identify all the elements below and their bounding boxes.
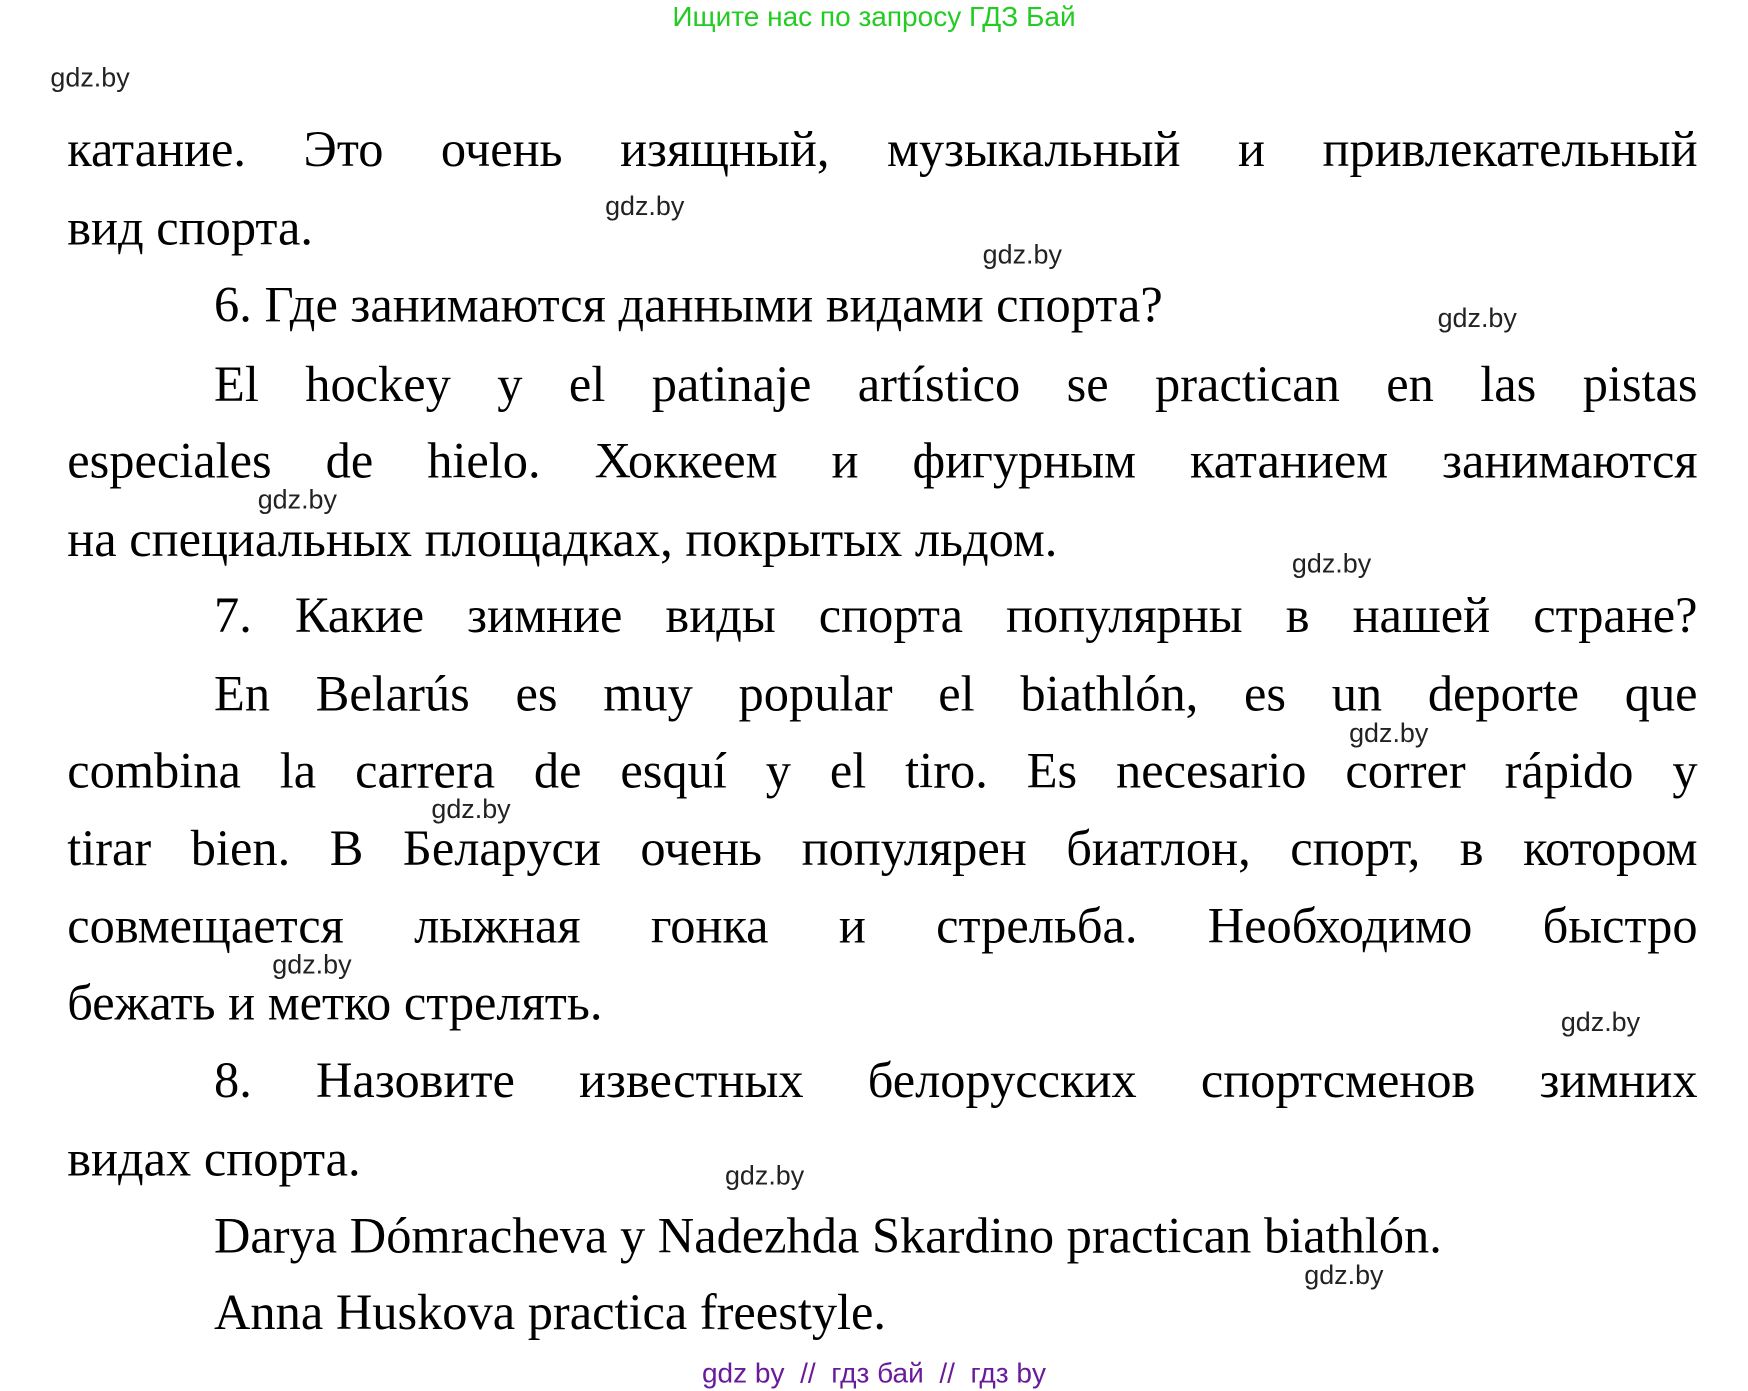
watermark: gdz.by bbox=[724, 1160, 805, 1192]
text-line: бежать и метко стрелять. bbox=[67, 974, 603, 1031]
text-line: El hockey y el patinaje artístico se practican en las pistas bbox=[214, 356, 1698, 413]
watermark: gdz.by bbox=[1437, 303, 1517, 334]
watermark: gdz.by bbox=[982, 239, 1062, 271]
watermark: gdz.by bbox=[257, 485, 337, 516]
question-6: 6. Где занимаются данными видами спорта? bbox=[214, 276, 1163, 333]
text-line: Darya Dómracheva y Nadezhda Skardino practican biathlón. bbox=[214, 1207, 1442, 1264]
text-line: на специальных площадках, покрытых льдом. bbox=[67, 510, 1058, 567]
watermark: gdz.by bbox=[1349, 718, 1429, 749]
watermark: gdz.by bbox=[1291, 549, 1372, 580]
text-line: совмещается лыжная гонка и стрельба. Необходимо быстро bbox=[67, 897, 1698, 954]
text-line: combina la carrera de esquí y el tiro. Es necesario correr rápido y bbox=[67, 742, 1698, 799]
footer-links: gdz by // гдз бай // гдз by bbox=[701, 1358, 1046, 1390]
text-line: катание. Это очень изящный, музыкальный и привлекательный bbox=[67, 121, 1698, 178]
text-line: En Belarús es muy popular el biathlón, es un deporte que bbox=[214, 665, 1698, 722]
text-line: tirar bien. В Беларуси очень популярен биатлон, спорт, в котором bbox=[67, 820, 1698, 877]
watermark: gdz.by bbox=[1560, 1007, 1641, 1038]
watermark: gdz.by bbox=[431, 794, 511, 825]
watermark: gdz.by bbox=[50, 62, 130, 94]
text-line: Anna Huskova practica freestyle. bbox=[214, 1284, 887, 1341]
watermark: gdz.by bbox=[605, 191, 685, 222]
text-line: вид спорта. bbox=[67, 199, 314, 256]
header-banner: Ищите нас по запросу ГДЗ Бай bbox=[672, 1, 1076, 33]
watermark: gdz.by bbox=[272, 950, 352, 981]
question-7: 7. Какие зимние виды спорта популярны в нашей стране? bbox=[214, 587, 1698, 644]
text-line: especiales de hielo. Хоккеем и фигурным катанием занимаются bbox=[67, 432, 1698, 489]
text-line: видах спорта. bbox=[67, 1130, 361, 1187]
watermark: gdz.by bbox=[1304, 1260, 1384, 1291]
question-8: 8. Назовите известных белорусских спортсменов зимних bbox=[214, 1052, 1698, 1109]
